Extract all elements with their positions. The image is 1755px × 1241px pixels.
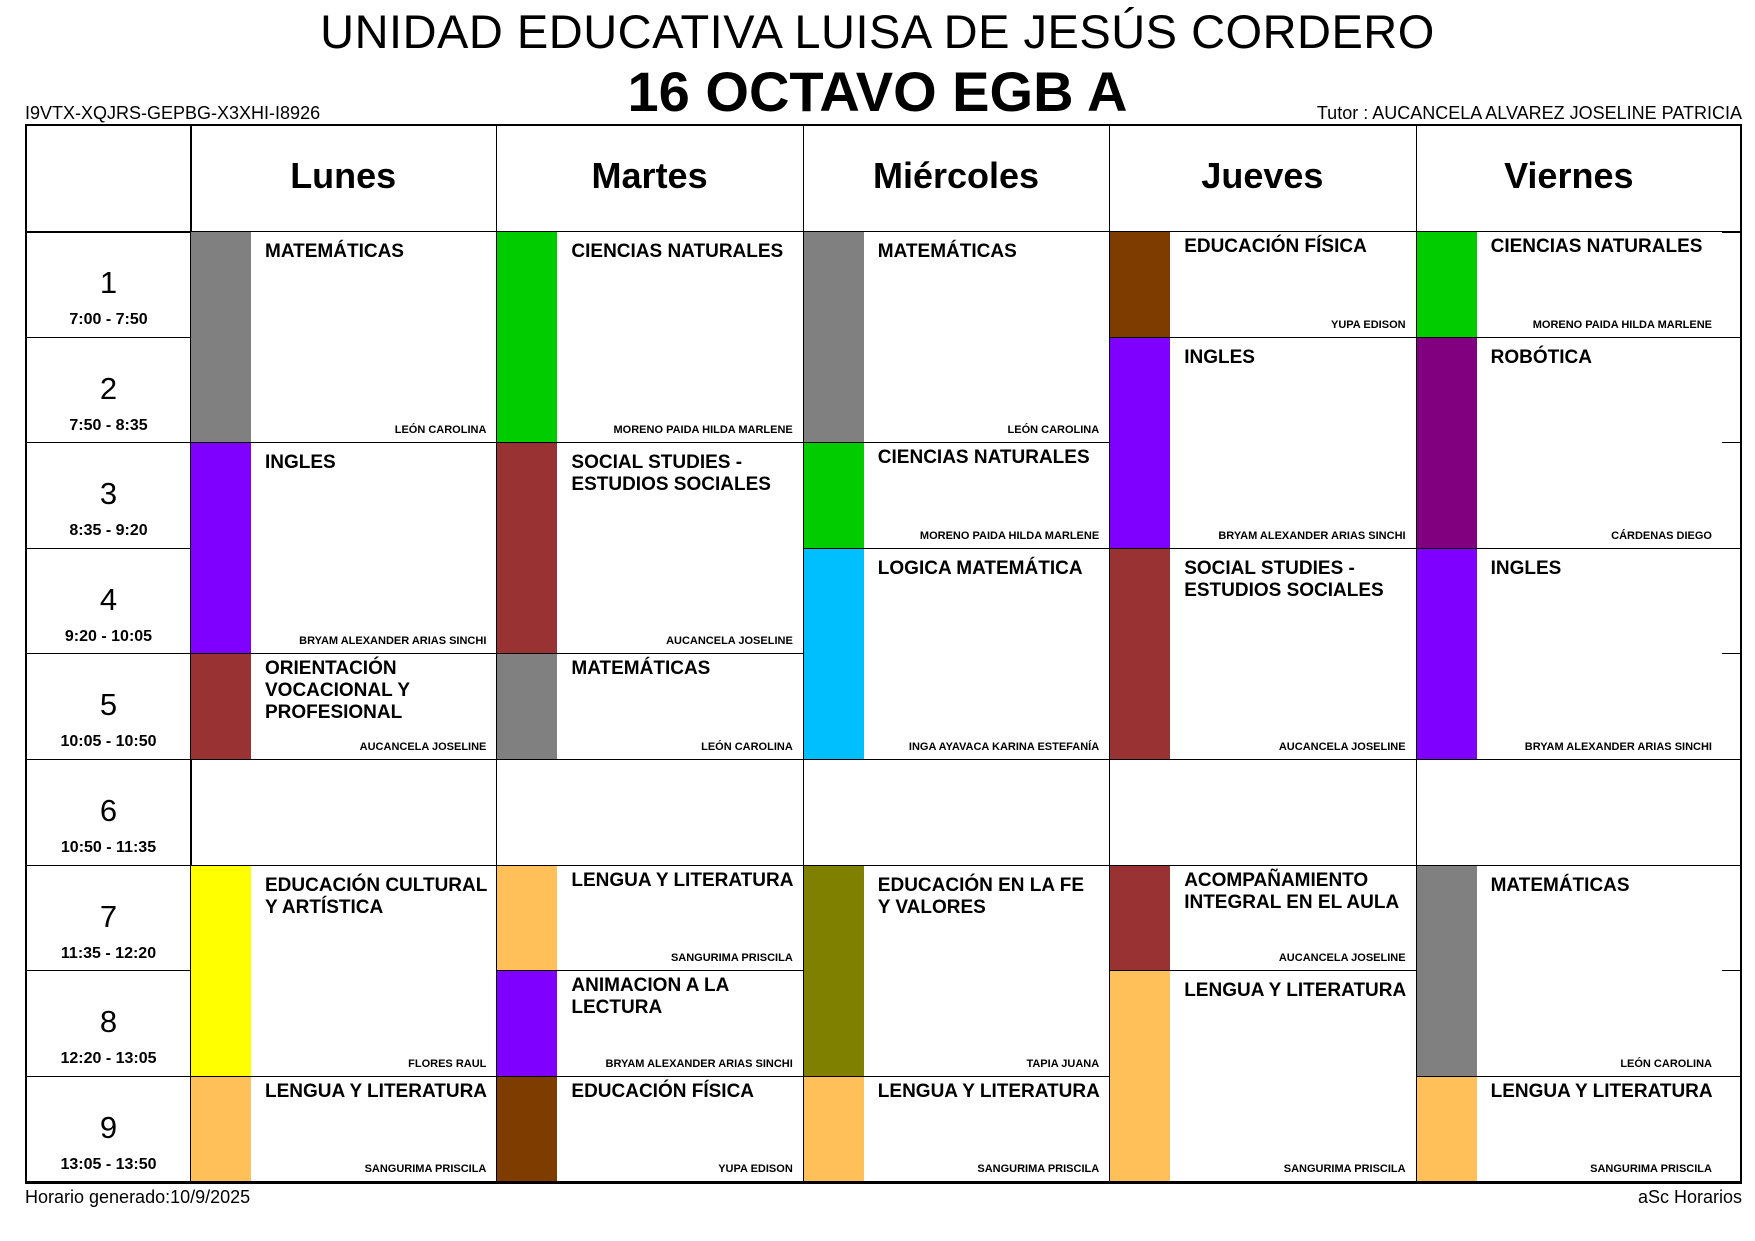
day-header: Martes — [591, 155, 708, 196]
teacher-name: LEÓN CAROLINA — [1620, 1057, 1712, 1070]
period-number: 9 — [99, 1109, 118, 1145]
subject-name: INGLES — [265, 452, 336, 474]
subject-name: INGLES — [1184, 346, 1255, 368]
teacher-name: AUCANCELA JOSELINE — [1278, 740, 1406, 753]
subject-name: LOGICA MATEMÁTICA — [877, 557, 1083, 579]
period-time: 7:50 - 8:35 — [69, 416, 148, 434]
subject-color-swatch — [804, 549, 864, 759]
teacher-name: BRYAM ALEXANDER ARIAS SINCHI — [605, 1057, 793, 1070]
subject-name: EDUCACIÓN FÍSICA — [571, 1080, 755, 1102]
lesson-cell[interactable] — [1417, 338, 1722, 549]
period-number: 8 — [99, 1004, 118, 1040]
period-time: 12:20 - 13:05 — [60, 1050, 157, 1068]
lesson-cell[interactable] — [1110, 971, 1415, 1182]
subject-name: ROBÓTICA — [1490, 346, 1592, 368]
teacher-name: SANGURIMA PRISCILA — [977, 1163, 1100, 1176]
subject-color-swatch — [497, 971, 557, 1076]
subject-color-swatch — [1417, 549, 1477, 759]
teacher-name: BRYAM ALEXANDER ARIAS SINCHI — [1218, 529, 1406, 542]
subject-color-swatch — [1110, 971, 1170, 1181]
timetable-code: I9VTX-XQJRS-GEPBG-X3XHI-I8926 — [25, 103, 321, 123]
lesson-cell[interactable] — [1417, 549, 1722, 760]
subject-name: LENGUA Y LITERATURA — [265, 1080, 488, 1102]
lesson-cell[interactable] — [1110, 232, 1415, 338]
subject-name: SOCIAL STUDIES - ESTUDIOS SOCIALES — [571, 452, 771, 496]
subject-color-swatch — [1417, 1077, 1477, 1182]
period-time: 11:35 - 12:20 — [60, 944, 157, 962]
lesson-cell[interactable] — [804, 549, 1109, 760]
period-number: 6 — [99, 793, 118, 828]
generated-date: Horario generado:10/9/2025 — [25, 1187, 251, 1207]
subject-name: MATEMÁTICAS — [265, 241, 404, 262]
teacher-name: MORENO PAIDA HILDA MARLENE — [613, 424, 793, 437]
subject-name: SOCIAL STUDIES - ESTUDIOS SOCIALES — [1184, 557, 1384, 601]
lesson-cell[interactable] — [497, 866, 802, 972]
lesson-cell[interactable] — [497, 971, 802, 1077]
subject-name: CIENCIAS NATURALES — [571, 241, 784, 262]
lesson-cell[interactable] — [1417, 1077, 1722, 1183]
lesson-cell[interactable] — [1417, 866, 1722, 1077]
subject-color-swatch — [804, 443, 864, 548]
subject-name: EDUCACIÓN FÍSICA — [1184, 236, 1367, 257]
lesson-cell[interactable] — [1417, 232, 1722, 338]
lesson-cell[interactable] — [1110, 866, 1415, 972]
period-number: 2 — [99, 370, 118, 406]
subject-color-swatch — [1417, 866, 1477, 1076]
subject-color-swatch — [1417, 232, 1477, 337]
subject-color-swatch — [497, 232, 557, 442]
school-name: UNIDAD EDUCATIVA LUISA DE JESÚS CORDERO — [320, 5, 1435, 58]
period-time: 13:05 - 13:50 — [60, 1155, 157, 1173]
lesson-cell[interactable] — [497, 443, 802, 654]
lesson-cell[interactable] — [497, 1077, 802, 1183]
subject-name: ACOMPAÑAMIENTO INTEGRAL EN EL AULA — [1184, 869, 1400, 913]
teacher-name: SANGURIMA PRISCILA — [670, 952, 793, 965]
teacher-name: SANGURIMA PRISCILA — [1590, 1163, 1712, 1176]
period-number: 5 — [99, 687, 118, 723]
period-time: 9:20 - 10:05 — [64, 627, 153, 645]
teacher-name: YUPA EDISON — [1331, 318, 1406, 331]
subject-color-swatch — [804, 866, 864, 1076]
teacher-name: TAPIA JUANA — [1026, 1057, 1100, 1070]
period-time: 8:35 - 9:20 — [69, 522, 148, 540]
subject-name: MATEMÁTICAS — [877, 241, 1017, 262]
subject-color-swatch — [804, 1077, 864, 1182]
subject-color-swatch — [497, 443, 557, 653]
subject-name: EDUCACIÓN CULTURAL Y ARTÍSTICA — [265, 874, 488, 918]
teacher-name: AUCANCELA JOSELINE — [666, 635, 793, 648]
subject-color-swatch — [191, 1077, 251, 1182]
subject-name: CIENCIAS NATURALES — [1490, 236, 1703, 257]
teacher-name: CÁRDENAS DIEGO — [1611, 529, 1712, 542]
subject-name: EDUCACIÓN EN LA FE Y VALORES — [877, 874, 1084, 918]
subject-color-swatch — [1417, 338, 1477, 548]
period-time: 10:50 - 11:35 — [60, 839, 157, 856]
day-header: Miércoles — [872, 155, 1040, 196]
teacher-name: LEÓN CAROLINA — [1007, 424, 1100, 437]
teacher-name: AUCANCELA JOSELINE — [1278, 952, 1406, 965]
teacher-name: FLORES RAUL — [408, 1057, 487, 1070]
subject-name: LENGUA Y LITERATURA — [877, 1080, 1100, 1102]
subject-name: CIENCIAS NATURALES — [877, 447, 1090, 469]
subject-name: LENGUA Y LITERATURA — [571, 869, 794, 891]
subject-name: ANIMACION A LA LECTURA — [571, 975, 729, 1019]
software-brand: aSc Horarios — [1637, 1187, 1742, 1207]
subject-name: MATEMÁTICAS — [571, 658, 711, 680]
subject-name: INGLES — [1490, 557, 1562, 579]
lesson-cell[interactable] — [191, 654, 496, 760]
day-header: Viernes — [1504, 155, 1634, 196]
timetable-grid — [25, 124, 1742, 1184]
period-number: 7 — [99, 898, 118, 934]
subject-color-swatch — [497, 1077, 557, 1182]
teacher-name: YUPA EDISON — [718, 1163, 793, 1176]
subject-name: ORIENTACIÓN VOCACIONAL Y PROFESIONAL — [265, 658, 410, 724]
subject-color-swatch — [497, 866, 557, 971]
lesson-cell[interactable] — [804, 443, 1109, 549]
subject-color-swatch — [191, 232, 251, 442]
lesson-cell[interactable] — [191, 866, 496, 1077]
day-header: Lunes — [290, 155, 397, 196]
subject-color-swatch — [1110, 338, 1170, 548]
teacher-name: BRYAM ALEXANDER ARIAS SINCHI — [299, 635, 487, 648]
teacher-name: MORENO PAIDA HILDA MARLENE — [1532, 318, 1712, 331]
tutor-label: Tutor : AUCANCELA ALVAREZ JOSELINE PATRICIA — [1316, 103, 1742, 123]
lesson-cell[interactable] — [497, 654, 802, 760]
subject-color-swatch — [804, 232, 864, 442]
teacher-name: INGA AYAVACA KARINA ESTEFANÍA — [908, 740, 1100, 753]
teacher-name: LEÓN CAROLINA — [701, 740, 793, 753]
period-number: 3 — [99, 476, 118, 512]
period-time: 7:00 - 7:50 — [69, 311, 148, 328]
subject-name: LENGUA Y LITERATURA — [1184, 980, 1407, 1002]
lesson-cell[interactable] — [804, 1077, 1109, 1183]
subject-color-swatch — [1110, 232, 1170, 337]
subject-color-swatch — [191, 654, 251, 759]
subject-color-swatch — [191, 866, 251, 1076]
teacher-name: SANGURIMA PRISCILA — [364, 1163, 487, 1176]
teacher-name: SANGURIMA PRISCILA — [1283, 1163, 1406, 1176]
subject-color-swatch — [497, 654, 557, 759]
lesson-cell[interactable] — [191, 232, 496, 443]
subject-color-swatch — [1110, 549, 1170, 759]
subject-color-swatch — [191, 443, 251, 653]
lesson-cell[interactable] — [191, 1077, 496, 1183]
period-number: 4 — [99, 581, 118, 617]
lesson-cell[interactable] — [1110, 549, 1415, 760]
teacher-name: LEÓN CAROLINA — [394, 424, 487, 437]
subject-name: LENGUA Y LITERATURA — [1490, 1080, 1713, 1102]
lesson-cell[interactable] — [1110, 338, 1415, 549]
period-number: 1 — [99, 265, 118, 300]
lesson-cell[interactable] — [191, 443, 496, 654]
teacher-name: BRYAM ALEXANDER ARIAS SINCHI — [1524, 740, 1712, 753]
day-header: Jueves — [1201, 155, 1324, 196]
lesson-cell[interactable] — [497, 232, 802, 443]
lesson-cell[interactable] — [804, 866, 1109, 1077]
lesson-cell[interactable] — [804, 232, 1109, 443]
teacher-name: AUCANCELA JOSELINE — [359, 740, 487, 753]
class-title: 16 OCTAVO EGB A — [627, 60, 1128, 123]
subject-name: MATEMÁTICAS — [1490, 874, 1630, 896]
subject-color-swatch — [1110, 866, 1170, 971]
teacher-name: MORENO PAIDA HILDA MARLENE — [919, 529, 1100, 542]
period-time: 10:05 - 10:50 — [60, 733, 157, 751]
